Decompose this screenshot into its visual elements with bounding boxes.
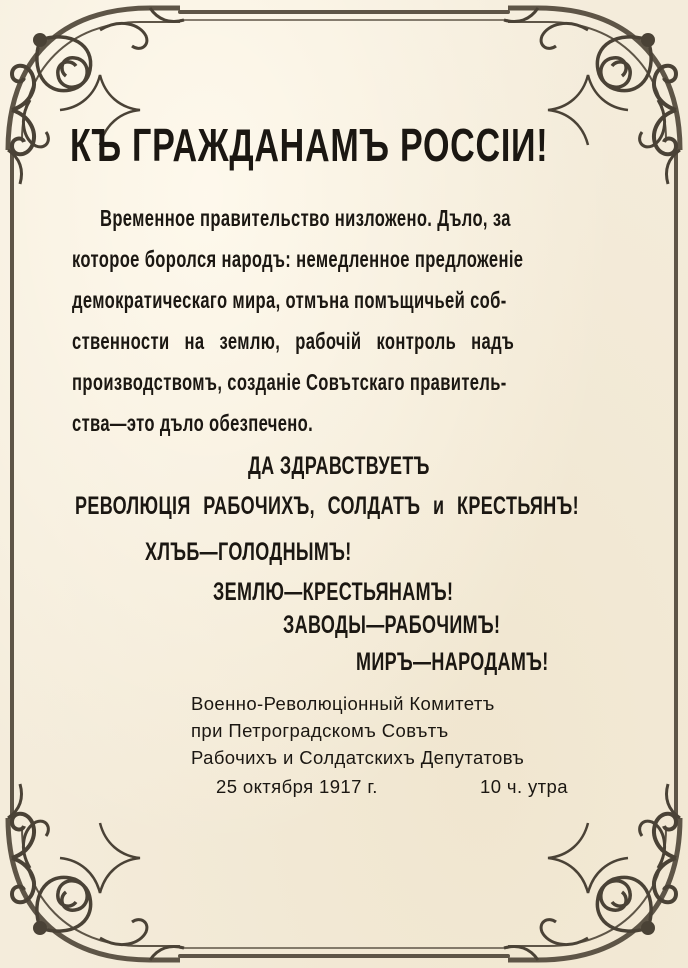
slogan-bread: ХЛЪБ—ГОЛОДНЫМЪ! (145, 538, 352, 566)
paragraph-line-4: ственности на землю, рабочій контроль надъ (72, 328, 515, 354)
paragraph-line-2: которое боролся народъ: немедленное предложеніе (72, 246, 524, 272)
poster-title: КЪ ГРАЖДАНАМЪ РОССІИ! (70, 119, 549, 171)
paragraph-line-1: Временное правительство низложено. Дъло, за (100, 205, 511, 231)
signature-deputies: Рабочихъ и Солдатскихъ Депутатовъ (191, 747, 525, 768)
long-live-line-2: РЕВОЛЮЦІЯ РАБОЧИХЪ, СОЛДАТЪ и КРЕСТЬЯНЪ! (75, 492, 579, 520)
signature-date: 25 октября 1917 г. (216, 776, 378, 797)
long-live-line-1: ДА ЗДРАВСТВУЕТЪ (248, 452, 430, 480)
slogan-land: ЗЕМЛЮ—КРЕСТЬЯНАМЪ! (213, 578, 454, 606)
paragraph-line-3: демократическаго мира, отмъна помъщичьей соб- (72, 287, 507, 313)
paragraph-line-5: производствомъ, созданіе Совътскаго правитель- (72, 369, 507, 395)
signature-time: 10 ч. утра (480, 776, 568, 797)
slogan-peace: МИРЪ—НАРОДАМЪ! (356, 648, 549, 676)
signature-committee: Военно-Революціонный Комитетъ (191, 693, 495, 714)
slogan-factories: ЗАВОДЫ—РАБОЧИМЪ! (283, 611, 501, 639)
paragraph-line-6: ства—это дъло обезпечено. (72, 410, 314, 436)
signature-soviet: при Петроградскомъ Совътъ (191, 720, 449, 741)
